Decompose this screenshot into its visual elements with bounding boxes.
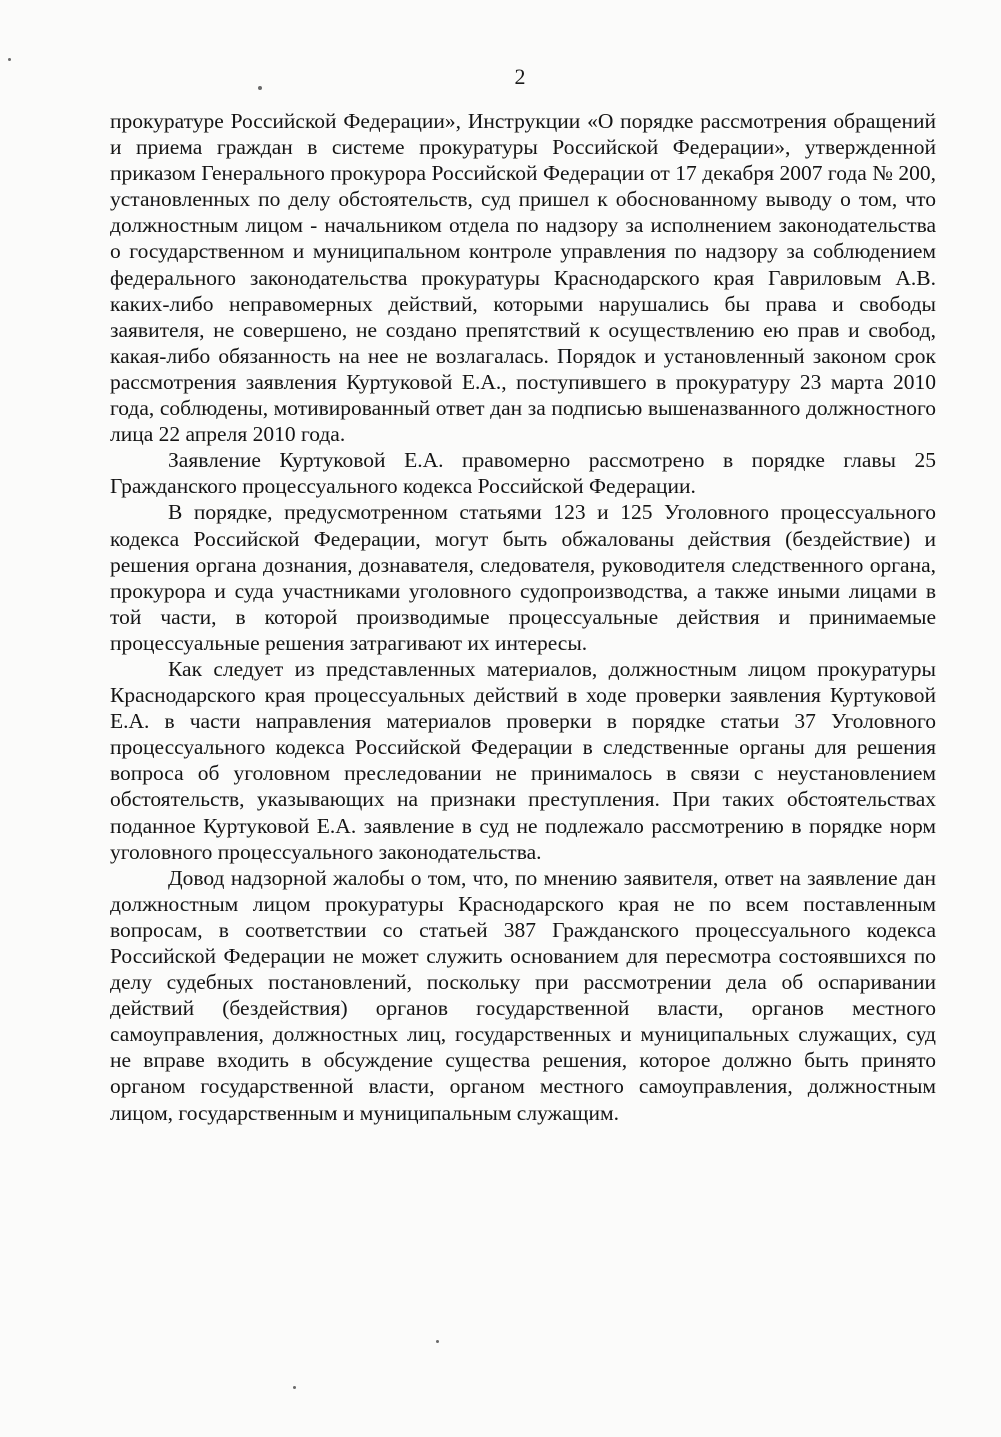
paragraph: В порядке, предусмотренном статьями 123 и 125 Уголовного процессуального кодекса Российской Федерации, могут быть обжалованы действия (бездействие) и решения органа дознания, дознавателя, следователя, руководителя следственного органа, прокурора и суда участниками уголовного судопроизводства, а также иными лицами в той части, в которой производимые процессуальные действия и принимаемые процессуальные решения затрагивают их интересы. xyxy=(110,500,936,655)
page-number: 2 xyxy=(514,64,526,89)
paragraph: Как следует из представленных материалов, должностным лицом прокуратуры Краснодарского края процессуальных действий в ходе проверки заявления Куртуковой Е.А. в части направления материалов проверки в порядке статьи 37 Уголовного процессуального кодекса Российской Федерации в следственные органы для решения вопроса об уголовном преследовании не принималось в связи с неустановлением обстоятельств, указывающих на признаки преступления. При таких обстоятельствах поданное Куртуковой Е.А. заявление в суд не подлежало рассмотрению в порядке норм уголовного процессуального законодательства. xyxy=(110,656,936,864)
paragraph: прокуратуре Российской Федерации», Инструкции «О порядке рассмотрения обращений и приема граждан в системе прокуратуры Российской Федерации», утвержденной приказом Генерального прокурора Российской Федерации от 17 декабря 2007 года № 200, установленных по делу обстоятельств, суд пришел к обоснованному выводу о том, что должностным лицом - начальником отдела по надзору за исполнением законодательства о государственном и муниципальном контроле управления по надзору за соблюдением федерального законодательства прокуратуры Краснодарского края Гавриловым А.В. каких-либо неправомерных действий, которыми нарушались бы права и свободы заявителя, не совершено, не создано препятствий к осуществлению ею прав и свобод, какая-либо обязанность на нее не возлагалась. Порядок и установленный законом срок рассмотрения заявления Куртуковой Е.А., поступившего в прокуратуру 23 марта 2010 года, соблюдены, мотивированный ответ дан за подписью вышеназванного должностного лица 22 апреля 2010 года. xyxy=(110,109,936,447)
scan-speck xyxy=(436,1340,439,1343)
paragraph: Довод надзорной жалобы о том, что, по мнению заявителя, ответ на заявление дан должностным лицом прокуратуры Краснодарского края не по всем поставленным вопросам, в соответствии со статьей 387 Гражданского процессуального кодекса Российской Федерации не может служить основанием для пересмотра состоявшихся по делу судебных постановлений, поскольку при рассмотрении дела об оспаривании действий (бездействия) органов государственной власти, органов местного самоуправления, должностных лиц, государственных и муниципальных служащих, суд не вправе входить в обсуждение существа решения, которое должно быть принято органом государственной власти, органом местного самоуправления, должностным лицом, государственным и муниципальным служащим. xyxy=(110,865,936,1125)
paragraph: Заявление Куртуковой Е.А. правомерно рассмотрено в порядке главы 25 Гражданского процессуального кодекса Российской Федерации. xyxy=(110,448,936,499)
scan-speck xyxy=(293,1386,296,1389)
scan-speck xyxy=(8,58,11,61)
document-body xyxy=(110,108,936,1126)
